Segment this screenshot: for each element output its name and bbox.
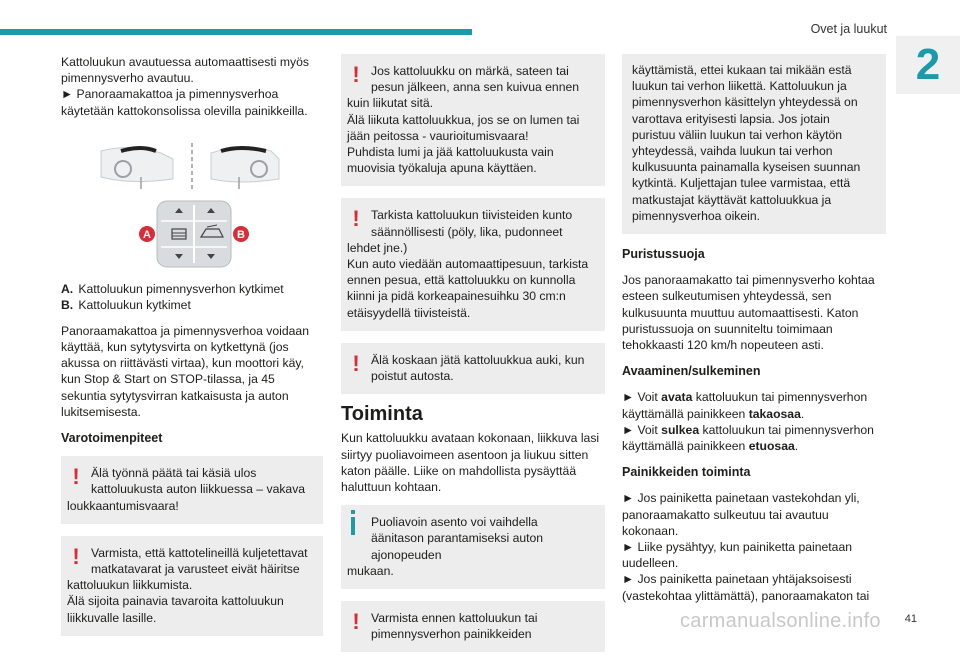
open-instruction: ► Voit avata kattoluukun tai pimennysverhon käyttämällä painikkeen takaosaa. (622, 390, 868, 421)
car-view-right (211, 147, 279, 189)
warning-icon: ! (72, 464, 80, 490)
label-b: B (237, 228, 245, 241)
operation-text: Kun kattoluukku avataan kokonaan, liikkuva lasi siirtyy puoliavoimeen asentoon ja liukuu sitten katon päälle. Liike on mahdollista pysäyttää haluttuun kohtaan. (341, 431, 600, 495)
button-text-2: ► Liike pysähtyy, kun painiketta painetaan uudelleen. (622, 540, 852, 571)
warning-icon: ! (72, 543, 80, 569)
column-3 (622, 54, 886, 614)
warning-icon: ! (352, 206, 360, 232)
roof-console (157, 201, 231, 267)
heading-anti-pinch: Puristussuoja (622, 247, 705, 262)
heading-operation: Toiminta (341, 403, 423, 426)
info-icon-dot (351, 510, 355, 514)
label-a: A (143, 228, 151, 241)
diagram-legend (61, 281, 323, 313)
car-view-left (101, 147, 173, 189)
warning-box: ! Varmista ennen kattoluukun tai pimennysverhon painikkeiden (341, 601, 605, 652)
legend-item-a: A. Kattoluukun pimennysverhon kytkimet (61, 281, 284, 296)
warning-icon: ! (352, 62, 360, 87)
warning-icon: ! (352, 609, 360, 635)
warning-box: ! Älä koskaan jätä kattoluukkua auki, kun poistut autosta. (341, 343, 605, 394)
button-text-1: ► Jos painiketta painetaan vastekohdan yli, panoraamakatto sulkeutuu tai avautuu kokonaan. (622, 491, 860, 538)
warning-box: ! Älä työnnä päätä tai käsiä ulos kattoluukusta auton liikkuessa – vakava loukkaantumisvaara! (61, 456, 323, 524)
warning-icon: ! (352, 350, 360, 376)
chapter-tab: 2 (896, 36, 960, 94)
header-accent-bar (0, 29, 472, 35)
usage-text: Panoraamakattoa ja pimennysverhoa voidaan käyttää, kun sytytysvirta on kytkettynä (jos akussa on riittävästi virtaa), kun moottori käy, kun Stop & Start on STOP-tilassa, ja 45 sekuntia sytytysvirran katkaisusta ja auton lukitsemisesta. (61, 323, 309, 419)
section-title: Ovet ja luukut (810, 22, 887, 36)
column-2 (341, 54, 605, 664)
roof-console-illustration (61, 129, 323, 269)
heading-button-operation: Painikkeiden toiminta (622, 465, 751, 480)
warning-box: ! Tarkista kattoluukun tiivisteiden kunto säännöllisesti (pöly, lika, pudonneet lehdet jne.) Kun auto viedään automaattipesuun, tarkista ennen pesua, että kattoluukku on kunnolla kiinni ja pidä korkeapainesuihku 30 cm:n etäisyydellä tiivisteistä. (341, 198, 605, 330)
warning-box: ! Jos kattoluukku on märkä, sateen tai pesun jälkeen, anna sen kuivua ennen kuin liikutat sitä. Älä liikuta kattoluukkua, jos se on lumen tai jään peitossa - vaurioitumisvaara! Puhdista lumi ja jää kattoluukusta vain muovisia työkaluja apuna käyttäen. (341, 54, 605, 186)
info-box: Puoliavoin asento voi vaihdella äänitason parantamiseksi auton ajonopeuden mukaan. (341, 505, 605, 589)
info-icon (351, 517, 355, 535)
watermark: carmanualsonline.info (680, 610, 881, 632)
page-number: 41 (904, 613, 917, 625)
roof-console-diagram (61, 129, 323, 269)
close-instruction: ► Voit sulkea kattoluukun tai pimennysverhon käyttämällä painikkeen etuosaa. (622, 422, 874, 454)
column-1 (61, 54, 323, 648)
intro-text: Kattoluukun avautuessa automaattisesti myös pimennysverho avautuu. (61, 55, 309, 86)
legend-item-b: B. Kattoluukun kytkimet (61, 297, 191, 312)
anti-pinch-text: Jos panoraamakatto tai pimennysverho kohtaa esteen sulkeutumisen yhteydessä, sen kulkusuunta muuttuu automaattisesti. Katon puristussuoja on suunniteltu toimimaan tehokkaasti 120 km/h nopeuteen asti. (622, 273, 875, 353)
warning-box-continued: käyttämistä, ettei kukaan tai mikään estä luukun tai verhon liikettä. Kattoluukun ja pimennysverhon käsittelyn yhteydessä on varottava erityisesti lapsia. Jos jotain puristuu väliin luukun tai verhon käytön yhteydessä, vaihda luukun tai verhon kulkusuunta painamalla kyseisen suunnan kytkintä. Kuljettajan tulee varmistaa, että matkustajat käyttävät kattoluukkua ja pimennysverhoa oikein. (622, 54, 886, 234)
warning-box: ! Varmista, että kattotelineillä kuljetettavat matkatavarat ja varusteet eivät häiritse kattoluukun liikkumista. Älä sijoita painavia tavaroita kattoluukun liikkuvalle lasille. (61, 536, 323, 636)
button-text-3: ► Jos painiketta painetaan yhtäjaksoisesti (vastekohtaa ylittämättä), panoraamakaton tai (622, 572, 870, 603)
heading-precautions: Varotoimenpiteet (61, 431, 163, 446)
heading-open-close: Avaaminen/sulkeminen (622, 364, 761, 379)
bullet-text: ► Panoraamakattoa ja pimennysverhoa käytetään kattokonsolissa olevilla painikkeilla. (61, 87, 308, 118)
